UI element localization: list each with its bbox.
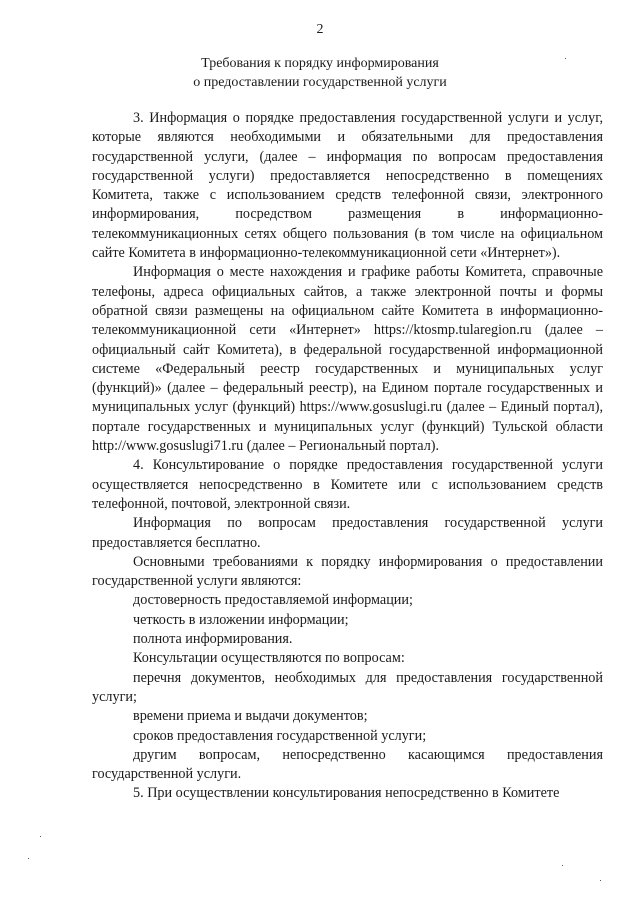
page-number: 2: [316, 22, 324, 37]
paragraph-4: 4. Консультирование о порядке предоставления государственной услуги осуществляется непосредственно в Комитете или с использованием средств телефонной, почтовой, электронной связи.: [92, 457, 603, 512]
scan-speck: [40, 836, 41, 837]
list-item: другим вопросам, непосредственно касающимся предоставления государственной услуги.: [92, 746, 603, 783]
list-item: времени приема и выдачи документов;: [133, 708, 368, 725]
paragraph-consultation-topics: Консультации осуществляются по вопросам:: [133, 650, 405, 667]
list-item: сроков предоставления государственной услуги;: [133, 727, 427, 744]
scan-speck: [565, 58, 566, 59]
paragraph-free-of-charge: Информация по вопросам предоставления государственной услуги предоставляется бесплатно.: [92, 515, 603, 551]
paragraph-contacts: Информация о месте нахождения и графике работы Комитета, справочные телефоны, адреса официальных сайтов, а также электронной почты и формы обратной связи размещены на официальном сайте Комитета в информационно-телекоммуникационной сети «Интернет» https://ktosmp.tularegion.ru (далее – официальный сайт Комитета), в федеральной государственной информационной системе «Федеральный реестр государственных и муниципальных услуг (функций)» (далее – федеральный реестр), на Едином портале государственных и муниципальных услуг (функций) https://www.gosuslugi.ru (далее – Единый портал), портале государственных и муниципальных услуг (функций) Тульской области http://www.gosuslugi71.ru (далее – Региональный портал).: [92, 264, 603, 455]
list-item: достоверность предоставляемой информации;: [133, 592, 413, 609]
scan-speck: [562, 865, 563, 866]
list-item: перечня документов, необходимых для предоставления государственной услуги;: [92, 669, 603, 705]
paragraph-requirements: Основными требованиями к порядку информирования о предоставлении государственной услуги являются:: [92, 553, 603, 590]
section-heading: [0, 54, 640, 92]
list-item: четкость в изложении информации;: [133, 611, 349, 628]
section-heading-line-1: Требования к порядку информирования: [201, 56, 439, 71]
paragraph-5: 5. При осуществлении консультирования непосредственно в Комитете: [133, 785, 560, 802]
document-body: [92, 109, 603, 804]
section-heading-line-2: о предоставлении государственной услуги: [193, 75, 447, 90]
paragraph-3: 3. Информация о порядке предоставления государственной услуги и услуг, которые являются необходимыми и обязательными для предоставления государственной услуги, (далее – информация по вопросам предоставления государственной услуги) предоставляется непосредственно в помещениях Комитета, также с использованием средств телефонной связи, электронного информирования, посредством размещения в информационно-телекоммуникационных сетях общего пользования (в том числе на официальном сайте Комитета в информационно-телекоммуникационной сети «Интернет»).: [92, 110, 603, 262]
list-item: полнота информирования.: [133, 631, 293, 648]
scan-speck: [600, 880, 601, 881]
scan-speck: [28, 858, 29, 859]
